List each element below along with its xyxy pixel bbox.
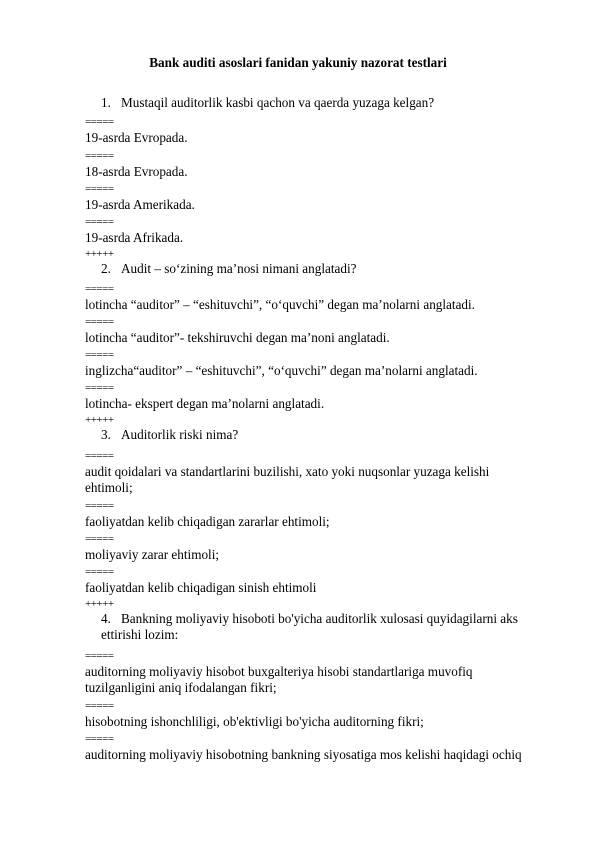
answer-option: 19-asrda Afrikada. — [85, 230, 184, 245]
answer-separator: ===== — [85, 150, 114, 162]
answer-option: inglizcha“auditor” – “eshituvchi”, “o‘quvchi” degan ma’nolarni anglatadi. — [85, 363, 478, 378]
question-separator: +++++ — [85, 598, 114, 610]
answer-separator: ===== — [85, 533, 114, 545]
document-title: Bank auditi asoslari fanidan yakuniy nazorat testlari — [149, 55, 447, 70]
answer-option: faoliyatdan kelib chiqadigan sinish ehtimoli — [85, 580, 317, 595]
question-text: Bankning moliyaviy hisoboti bo'yicha auditorlik xulosasi quyidagilarni aks ettirishi lozim: — [101, 611, 518, 642]
question-number: 1. — [101, 95, 111, 110]
answer-option: audit qoidalari va standartlarini buzilishi, xato yoki nuqsonlar yuzaga kelishi ehtimoli; — [85, 464, 490, 495]
answer-separator: ===== — [85, 700, 114, 712]
question-4 — [101, 611, 546, 643]
answer-separator: ===== — [85, 566, 114, 578]
answer-separator: ===== — [85, 283, 114, 295]
answer-option: 18-asrda Evropada. — [85, 164, 188, 179]
answer-separator: ===== — [85, 450, 114, 462]
question-number: 2. — [101, 261, 111, 276]
answer-option: hisobotning ishonchliligi, ob'ektivligi bo'yicha auditorning fikri; — [85, 714, 424, 729]
question-text: Auditorlik riski nima? — [121, 427, 239, 442]
answer-option: auditorning moliyaviy hisobot buxgalteriya hisobi standartlariga muvofiq tuzilganligini aniq ifodalangan fikri; — [85, 664, 473, 695]
question-separator: +++++ — [85, 414, 114, 426]
question-number: 3. — [101, 427, 111, 442]
question-text: Mustaqil auditorlik kasbi qachon va qaerda yuzaga kelgan? — [121, 95, 435, 110]
answer-option: lotincha “auditor” – “eshituvchi”, “o‘quvchi” degan ma’nolarni anglatadi. — [85, 297, 475, 312]
answer-option: lotincha “auditor”- tekshiruvchi degan ma’noni anglatadi. — [85, 330, 390, 345]
answer-separator: ===== — [85, 116, 114, 128]
answer-separator: ===== — [85, 650, 114, 662]
answer-separator: ===== — [85, 216, 114, 228]
answer-separator: ===== — [85, 316, 114, 328]
answer-option: faoliyatdan kelib chiqadigan zararlar ehtimoli; — [85, 514, 330, 529]
answer-option: 19-asrda Evropada. — [85, 130, 188, 145]
answer-option: lotincha- ekspert degan ma’nolarni anglatadi. — [85, 396, 325, 411]
answer-separator: ===== — [85, 349, 114, 361]
answer-separator: ===== — [85, 183, 114, 195]
question-2 — [101, 261, 357, 277]
answer-separator: ===== — [85, 733, 114, 745]
answer-option: moliyaviy zarar ehtimoli; — [85, 547, 220, 562]
question-text: Audit – so‘zining ma’nosi nimani anglatadi? — [121, 261, 357, 276]
question-number: 4. — [101, 611, 111, 626]
answer-separator: ===== — [85, 382, 114, 394]
question-separator: +++++ — [85, 248, 114, 260]
answer-separator: ===== — [85, 500, 114, 512]
question-1 — [101, 95, 434, 111]
question-3 — [101, 427, 238, 443]
answer-option: auditorning moliyaviy hisobotning bankning siyosatiga mos kelishi haqidagi ochiq — [85, 747, 522, 762]
answer-option: 19-asrda Amerikada. — [85, 197, 195, 212]
